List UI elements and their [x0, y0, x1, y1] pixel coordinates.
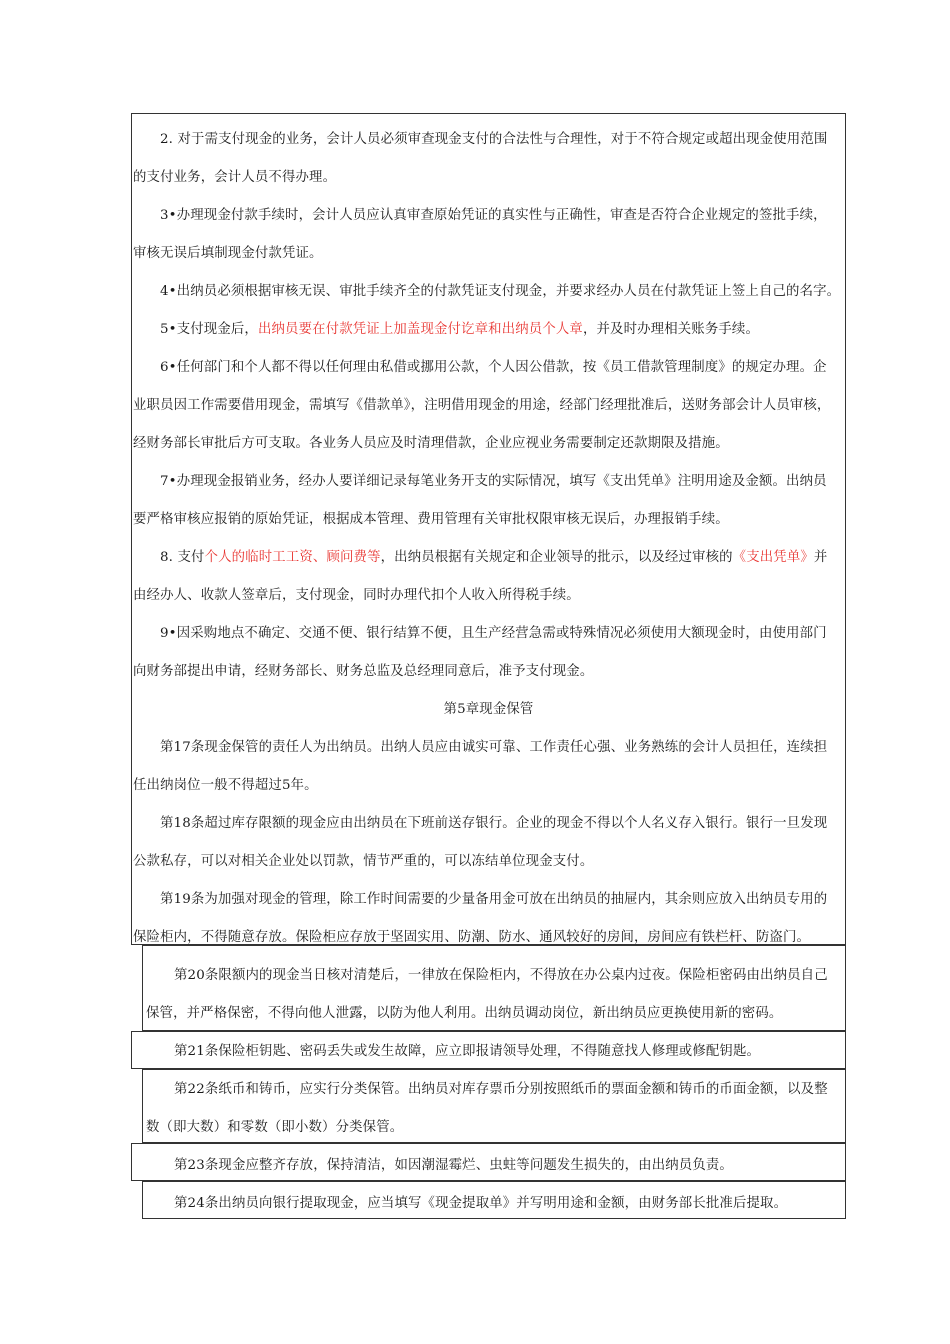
article-17-line-2: 任出纳岗位一般不得超过5年。: [133, 778, 318, 793]
item-5-highlight: 出纳员要在付款凭证上加盖现金付讫章和出纳员个人章: [257, 322, 583, 337]
chapter-5-heading: 第5章现金保管: [443, 702, 534, 717]
item-6-line-3: 经财务部长审批后方可支取。各业务人员应及时清理借款，企业应视业务需要制定还款期限及措施。: [133, 436, 729, 451]
article-18-line-2: 公款私存，可以对相关企业处以罚款，情节严重的，可以冻结单位现金支付。: [133, 854, 594, 869]
article-24-line-1: 第24条出纳员向银行提取现金，应当填写《现金提取单》并写明用途和金额，由财务部长批准后提取。: [174, 1196, 788, 1211]
item-5-line-1: [160, 321, 759, 338]
item-8-text-a: 8. 支付: [160, 550, 205, 565]
item-3-line-1: 3•办理现金付款手续时，会计人员应认真审查原始凭证的真实性与正确性，审查是否符合企业规定的签批手续，: [160, 208, 827, 223]
item-2-line-1: 2. 对于需支付现金的业务，会计人员必须审查现金支付的合法性与合理性，对于不符合规定或超出现金使用范围: [160, 132, 828, 147]
item-5-text-start: 5•支付现金后，: [160, 322, 258, 337]
item-9-line-1: 9•因采购地点不确定、交通不便、银行结算不便，且生产经营急需或特殊情况必须使用大额现金时，由使用部门: [160, 626, 827, 641]
item-7-line-1: 7•办理现金报销业务，经办人要详细记录每笔业务开支的实际情况，填写《支出凭单》注明用途及金额。出纳员: [160, 474, 827, 489]
item-7-line-2: 要严格审核应报销的原始凭证，根据成本管理、费用管理有关审批权限审核无误后，办理报销手续。: [133, 512, 729, 527]
article-19-line-2: 保险柜内，不得随意存放。保险柜应存放于坚固实用、防潮、防水、通风较好的房间，房间应有铁栏杆、防盗门。: [133, 930, 811, 945]
article-22-line-1: 第22条纸币和铸币，应实行分类保管。出纳员对库存票币分别按照纸币的票面金额和铸币的币面金额，以及整: [174, 1082, 828, 1097]
article-20-line-1: 第20条限额内的现金当日核对清楚后，一律放在保险柜内，不得放在办公桌内过夜。保险柜密码由出纳员自己: [174, 968, 828, 983]
item-8-text-c: ，出纳员根据有关规定和企业领导的批示，以及经过审核的: [380, 550, 733, 565]
item-8-text-e: 并: [813, 550, 828, 565]
item-2-line-2: 的支付业务，会计人员不得办理。: [133, 170, 337, 185]
article-23-line-1: 第23条现金应整齐存放，保持清洁，如因潮湿霉烂、虫蛀等问题发生损失的，由出纳员负责。: [174, 1158, 733, 1173]
item-6-line-1: 6•任何部门和个人都不得以任何理由私借或挪用公款，个人因公借款，按《员工借款管理制度》的规定办理。企: [160, 360, 827, 375]
item-8-line-1: [160, 549, 827, 566]
item-9-line-2: 向财务部提出申请，经财务部长、财务总监及总经理同意后，准予支付现金。: [133, 664, 594, 679]
item-8-highlight-1: 个人的临时工工资、顾问费等: [204, 550, 381, 565]
article-17-line-1: 第17条现金保管的责任人为出纳员。出纳人员应由诚实可靠、工作责任心强、业务熟练的会计人员担任，连续担: [160, 740, 828, 755]
article-22-line-2: 数（即大数）和零数（即小数）分类保管。: [146, 1120, 404, 1135]
article-21-line-1: 第21条保险柜钥匙、密码丢失或发生故障，应立即报请领导处理，不得随意找人修理或修配钥匙。: [174, 1044, 761, 1059]
article-20-line-2: 保管，并严格保密，不得向他人泄露，以防为他人利用。出纳员调动岗位，新出纳员应更换使用新的密码。: [146, 1006, 783, 1021]
item-5-text-end: ，并及时办理相关账务手续。: [582, 322, 759, 337]
article-18-line-1: 第18条超过库存限额的现金应由出纳员在下班前送存银行。企业的现金不得以个人名义存入银行。银行一旦发现: [160, 816, 828, 831]
item-8-highlight-2: 《支出凭单》: [732, 550, 814, 565]
item-6-line-2: 业职员因工作需要借用现金，需填写《借款单》，注明借用现金的用途，经部门经理批准后，送财务部会计人员审核，: [133, 398, 831, 413]
article-19-line-1: 第19条为加强对现金的管理，除工作时间需要的少量备用金可放在出纳员的抽屉内，其余则应放入出纳员专用的: [160, 892, 828, 907]
item-4-line-1: 4•出纳员必须根据审核无误、审批手续齐全的付款凭证支付现金，并要求经办人员在付款凭证上签上自己的名字。: [160, 284, 841, 299]
item-3-line-2: 审核无误后填制现金付款凭证。: [133, 246, 323, 261]
item-8-line-2: 由经办人、收款人签章后，支付现金，同时办理代扣个人收入所得税手续。: [133, 588, 580, 603]
